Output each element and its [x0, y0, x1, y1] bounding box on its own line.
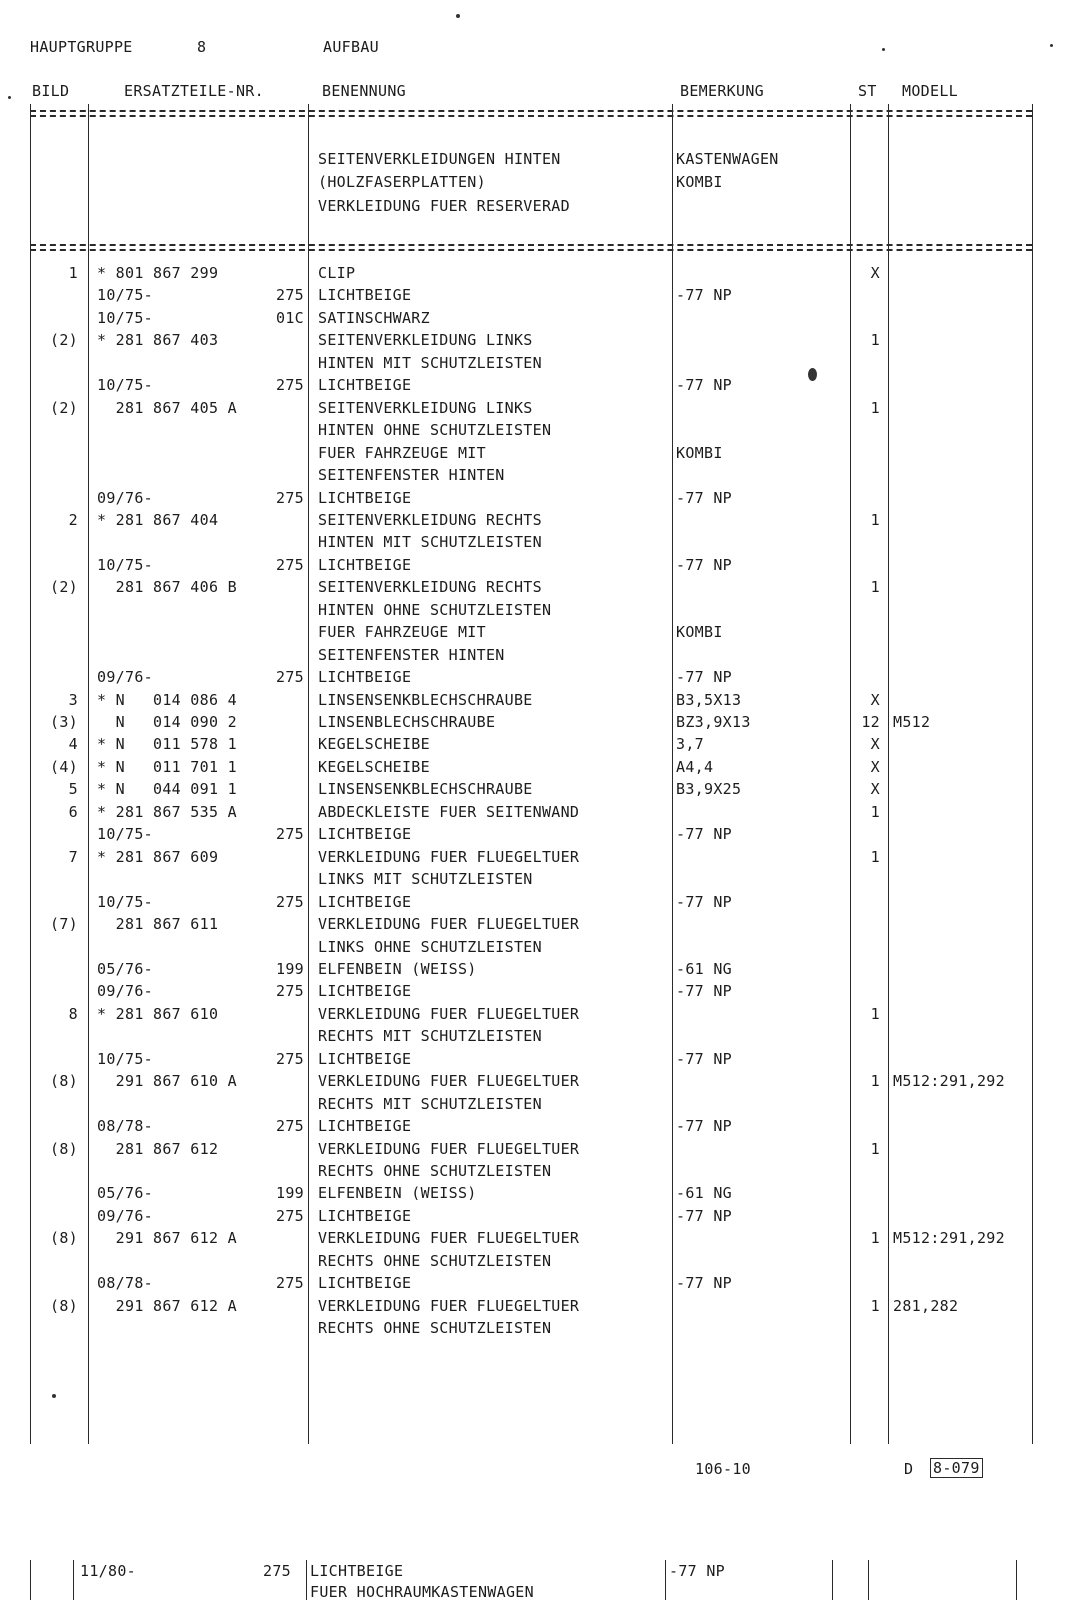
- row-bemerkung: -77 NP: [676, 825, 732, 843]
- row-benennung: LINKS OHNE SCHUTZLEISTEN: [318, 938, 542, 956]
- row-part-number: 291 867 612 A: [97, 1297, 237, 1315]
- next-rule-st: [868, 1560, 869, 1600]
- row-st: 1: [870, 1140, 880, 1158]
- row-part-number: * 801 867 299: [97, 264, 219, 282]
- row-color-code: 199: [276, 1184, 304, 1202]
- next-rule-left: [30, 1560, 31, 1600]
- intro-remark: KASTENWAGEN: [676, 150, 779, 168]
- row-modell: M512: [893, 713, 931, 731]
- row-part-number: 08/78-: [97, 1117, 153, 1135]
- row-bemerkung: -61 NG: [676, 1184, 732, 1202]
- row-st: 1: [870, 578, 880, 596]
- row-color-code: 275: [276, 1207, 304, 1225]
- row-part-number: * 281 867 403: [97, 331, 219, 349]
- scan-speck: [808, 368, 817, 381]
- row-bild: (8): [50, 1229, 78, 1247]
- row-bemerkung: -77 NP: [676, 1050, 732, 1068]
- row-benennung: RECHTS MIT SCHUTZLEISTEN: [318, 1095, 542, 1113]
- row-part-number: 291 867 612 A: [97, 1229, 237, 1247]
- row-bild: (2): [50, 399, 78, 417]
- row-bild: (4): [50, 758, 78, 776]
- row-part-number: * 281 867 535 A: [97, 803, 237, 821]
- row-part-number: 281 867 406 B: [97, 578, 237, 596]
- row-benennung: CLIP: [318, 264, 356, 282]
- row-part-number: * N 011 701 1: [97, 758, 237, 776]
- row-bemerkung: KOMBI: [676, 623, 723, 641]
- col-rule-right: [1032, 104, 1033, 1444]
- row-bild: 2: [68, 511, 78, 529]
- row-st: X: [870, 758, 880, 776]
- row-part-number: 10/75-: [97, 556, 153, 574]
- row-st: 1: [870, 399, 880, 417]
- row-bemerkung: -77 NP: [676, 376, 732, 394]
- scan-speck: [8, 96, 11, 99]
- row-part-number: * N 011 578 1: [97, 735, 237, 753]
- row-part-number: 10/75-: [97, 286, 153, 304]
- intro-separator: [30, 244, 1032, 251]
- sheet-number: 8-079: [930, 1458, 983, 1478]
- row-color-code: 01C: [276, 309, 304, 327]
- row-bemerkung: -77 NP: [676, 668, 732, 686]
- intro-line: (HOLZFASERPLATTEN): [318, 173, 486, 191]
- row-st: 1: [870, 331, 880, 349]
- row-bild: 5: [68, 780, 78, 798]
- row-st: X: [870, 691, 880, 709]
- row-part-number: 291 867 610 A: [97, 1072, 237, 1090]
- row-bild: 3: [68, 691, 78, 709]
- row-st: X: [870, 735, 880, 753]
- row-bemerkung: -77 NP: [676, 1207, 732, 1225]
- section-title: AUFBAU: [323, 38, 379, 56]
- next-rule-code: [306, 1560, 307, 1600]
- row-color-code: 275: [276, 489, 304, 507]
- col-st-header: ST: [858, 82, 877, 100]
- group-label: HAUPTGRUPPE: [30, 38, 133, 56]
- next-benennung: FUER HOCHRAUMKASTENWAGEN: [310, 1583, 534, 1601]
- next-bemerkung: -77 NP: [669, 1562, 725, 1580]
- col-rule-st: [888, 104, 889, 1444]
- col-rule-bild: [88, 104, 89, 1444]
- scan-speck: [456, 14, 460, 18]
- row-st: 1: [870, 1005, 880, 1023]
- row-color-code: 275: [276, 1050, 304, 1068]
- row-bemerkung: -61 NG: [676, 960, 732, 978]
- row-benennung: SATINSCHWARZ: [318, 309, 430, 327]
- row-color-code: 199: [276, 960, 304, 978]
- row-bemerkung: -77 NP: [676, 489, 732, 507]
- col-modell-header: MODELL: [902, 82, 958, 100]
- header-separator: [30, 110, 1032, 117]
- row-benennung: ELFENBEIN (WEISS): [318, 1184, 477, 1202]
- row-bild: (2): [50, 578, 78, 596]
- row-bemerkung: KOMBI: [676, 444, 723, 462]
- row-benennung: LINKS MIT SCHUTZLEISTEN: [318, 870, 533, 888]
- row-st: X: [870, 264, 880, 282]
- row-benennung: VERKLEIDUNG FUER FLUEGELTUER: [318, 1297, 580, 1315]
- row-benennung: RECHTS OHNE SCHUTZLEISTEN: [318, 1162, 552, 1180]
- row-benennung: LINSENSENKBLECHSCHRAUBE: [318, 780, 533, 798]
- row-modell: M512:291,292: [893, 1072, 1005, 1090]
- row-benennung: LINSENSENKBLECHSCHRAUBE: [318, 691, 533, 709]
- col-partno-header: ERSATZTEILE-NR.: [124, 82, 264, 100]
- row-benennung: VERKLEIDUNG FUER FLUEGELTUER: [318, 848, 580, 866]
- next-code: 275: [263, 1562, 291, 1580]
- next-rule-bemerkung: [832, 1560, 833, 1600]
- group-number: 8: [197, 38, 207, 56]
- row-bild: (8): [50, 1072, 78, 1090]
- row-benennung: VERKLEIDUNG FUER FLUEGELTUER: [318, 1229, 580, 1247]
- row-part-number: 10/75-: [97, 309, 153, 327]
- row-bild: 4: [68, 735, 78, 753]
- next-date: 11/80-: [80, 1562, 136, 1580]
- row-part-number: 10/75-: [97, 825, 153, 843]
- row-part-number: 281 867 405 A: [97, 399, 237, 417]
- col-bild-header: BILD: [32, 82, 70, 100]
- row-benennung: SEITENVERKLEIDUNG LINKS: [318, 331, 533, 349]
- row-bemerkung: -77 NP: [676, 982, 732, 1000]
- scan-speck: [1050, 44, 1053, 47]
- scan-speck: [882, 48, 885, 51]
- row-bild: 1: [68, 264, 78, 282]
- row-bild: (8): [50, 1140, 78, 1158]
- row-benennung: HINTEN OHNE SCHUTZLEISTEN: [318, 601, 552, 619]
- row-benennung: SEITENVERKLEIDUNG RECHTS: [318, 511, 542, 529]
- next-rule-right: [1016, 1560, 1017, 1600]
- row-bild: 8: [68, 1005, 78, 1023]
- row-part-number: 05/76-: [97, 960, 153, 978]
- row-benennung: SEITENVERKLEIDUNG RECHTS: [318, 578, 542, 596]
- row-st: X: [870, 780, 880, 798]
- row-st: 1: [870, 1297, 880, 1315]
- row-part-number: * N 014 086 4: [97, 691, 237, 709]
- row-benennung: SEITENVERKLEIDUNG LINKS: [318, 399, 533, 417]
- row-color-code: 275: [276, 1117, 304, 1135]
- row-benennung: LICHTBEIGE: [318, 668, 412, 686]
- row-part-number: 10/75-: [97, 893, 153, 911]
- row-part-number: * 281 867 404: [97, 511, 219, 529]
- row-benennung: HINTEN MIT SCHUTZLEISTEN: [318, 533, 542, 551]
- row-part-number: 08/78-: [97, 1274, 153, 1292]
- row-part-number: 09/76-: [97, 489, 153, 507]
- col-rule-code: [308, 104, 309, 1444]
- row-benennung: SEITENFENSTER HINTEN: [318, 466, 505, 484]
- row-benennung: RECHTS MIT SCHUTZLEISTEN: [318, 1027, 542, 1045]
- row-color-code: 275: [276, 286, 304, 304]
- row-benennung: LINSENBLECHSCHRAUBE: [318, 713, 496, 731]
- row-bemerkung: -77 NP: [676, 1117, 732, 1135]
- row-part-number: 09/76-: [97, 668, 153, 686]
- row-benennung: RECHTS OHNE SCHUTZLEISTEN: [318, 1252, 552, 1270]
- row-benennung: LICHTBEIGE: [318, 982, 412, 1000]
- scan-speck: [52, 1394, 56, 1398]
- col-rule-left: [30, 104, 31, 1444]
- row-color-code: 275: [276, 825, 304, 843]
- row-color-code: 275: [276, 376, 304, 394]
- row-benennung: LICHTBEIGE: [318, 286, 412, 304]
- row-color-code: 275: [276, 556, 304, 574]
- col-rule-benennung: [672, 104, 673, 1444]
- row-benennung: VERKLEIDUNG FUER FLUEGELTUER: [318, 1005, 580, 1023]
- row-part-number: 281 867 612: [97, 1140, 219, 1158]
- row-bemerkung: -77 NP: [676, 893, 732, 911]
- intro-remark: KOMBI: [676, 173, 723, 191]
- row-benennung: LICHTBEIGE: [318, 1050, 412, 1068]
- row-benennung: SEITENFENSTER HINTEN: [318, 646, 505, 664]
- row-bild: (2): [50, 331, 78, 349]
- row-bemerkung: -77 NP: [676, 556, 732, 574]
- row-modell: M512:291,292: [893, 1229, 1005, 1247]
- row-bild: 6: [68, 803, 78, 821]
- row-benennung: LICHTBEIGE: [318, 489, 412, 507]
- language-code: D: [904, 1460, 914, 1478]
- row-bemerkung: -77 NP: [676, 1274, 732, 1292]
- row-benennung: VERKLEIDUNG FUER FLUEGELTUER: [318, 1072, 580, 1090]
- row-color-code: 275: [276, 668, 304, 686]
- row-st: 1: [870, 511, 880, 529]
- row-part-number: 281 867 611: [97, 915, 219, 933]
- row-st: 12: [861, 713, 880, 731]
- row-part-number: * 281 867 610: [97, 1005, 219, 1023]
- row-bild: (3): [50, 713, 78, 731]
- row-color-code: 275: [276, 982, 304, 1000]
- row-part-number: 09/76-: [97, 1207, 153, 1225]
- row-part-number: * N 044 091 1: [97, 780, 237, 798]
- row-bild: 7: [68, 848, 78, 866]
- row-st: 1: [870, 1229, 880, 1247]
- row-modell: 281,282: [893, 1297, 959, 1315]
- row-bemerkung: B3,9X25: [676, 780, 742, 798]
- row-bemerkung: BZ3,9X13: [676, 713, 751, 731]
- row-color-code: 275: [276, 1274, 304, 1292]
- row-benennung: HINTEN MIT SCHUTZLEISTEN: [318, 354, 542, 372]
- row-benennung: ABDECKLEISTE FUER SEITENWAND: [318, 803, 580, 821]
- col-bemerkung-header: BEMERKUNG: [680, 82, 764, 100]
- row-benennung: KEGELSCHEIBE: [318, 735, 430, 753]
- row-benennung: KEGELSCHEIBE: [318, 758, 430, 776]
- next-rule-bild: [73, 1560, 74, 1600]
- row-benennung: LICHTBEIGE: [318, 893, 412, 911]
- row-part-number: 09/76-: [97, 982, 153, 1000]
- next-benennung: LICHTBEIGE: [310, 1562, 404, 1580]
- row-part-number: N 014 090 2: [97, 713, 237, 731]
- row-bild: (7): [50, 915, 78, 933]
- row-benennung: VERKLEIDUNG FUER FLUEGELTUER: [318, 915, 580, 933]
- row-benennung: HINTEN OHNE SCHUTZLEISTEN: [318, 421, 552, 439]
- row-bemerkung: 3,7: [676, 735, 704, 753]
- row-st: 1: [870, 803, 880, 821]
- intro-line: VERKLEIDUNG FUER RESERVERAD: [318, 197, 570, 215]
- row-benennung: LICHTBEIGE: [318, 825, 412, 843]
- row-benennung: LICHTBEIGE: [318, 376, 412, 394]
- row-part-number: 10/75-: [97, 376, 153, 394]
- row-bemerkung: B3,5X13: [676, 691, 742, 709]
- row-st: 1: [870, 1072, 880, 1090]
- row-bild: (8): [50, 1297, 78, 1315]
- intro-line: SEITENVERKLEIDUNGEN HINTEN: [318, 150, 561, 168]
- row-benennung: FUER FAHRZEUGE MIT: [318, 623, 486, 641]
- row-bemerkung: -77 NP: [676, 286, 732, 304]
- row-benennung: LICHTBEIGE: [318, 556, 412, 574]
- row-benennung: LICHTBEIGE: [318, 1207, 412, 1225]
- next-rule-benennung: [665, 1560, 666, 1600]
- col-rule-bemerkung: [850, 104, 851, 1444]
- row-st: 1: [870, 848, 880, 866]
- row-benennung: LICHTBEIGE: [318, 1274, 412, 1292]
- col-benennung-header: BENENNUNG: [322, 82, 406, 100]
- row-benennung: LICHTBEIGE: [318, 1117, 412, 1135]
- row-benennung: RECHTS OHNE SCHUTZLEISTEN: [318, 1319, 552, 1337]
- row-benennung: FUER FAHRZEUGE MIT: [318, 444, 486, 462]
- row-part-number: 05/76-: [97, 1184, 153, 1202]
- page-reference: 106-10: [695, 1460, 751, 1478]
- row-bemerkung: A4,4: [676, 758, 714, 776]
- row-benennung: VERKLEIDUNG FUER FLUEGELTUER: [318, 1140, 580, 1158]
- row-color-code: 275: [276, 893, 304, 911]
- row-part-number: * 281 867 609: [97, 848, 219, 866]
- row-benennung: ELFENBEIN (WEISS): [318, 960, 477, 978]
- row-part-number: 10/75-: [97, 1050, 153, 1068]
